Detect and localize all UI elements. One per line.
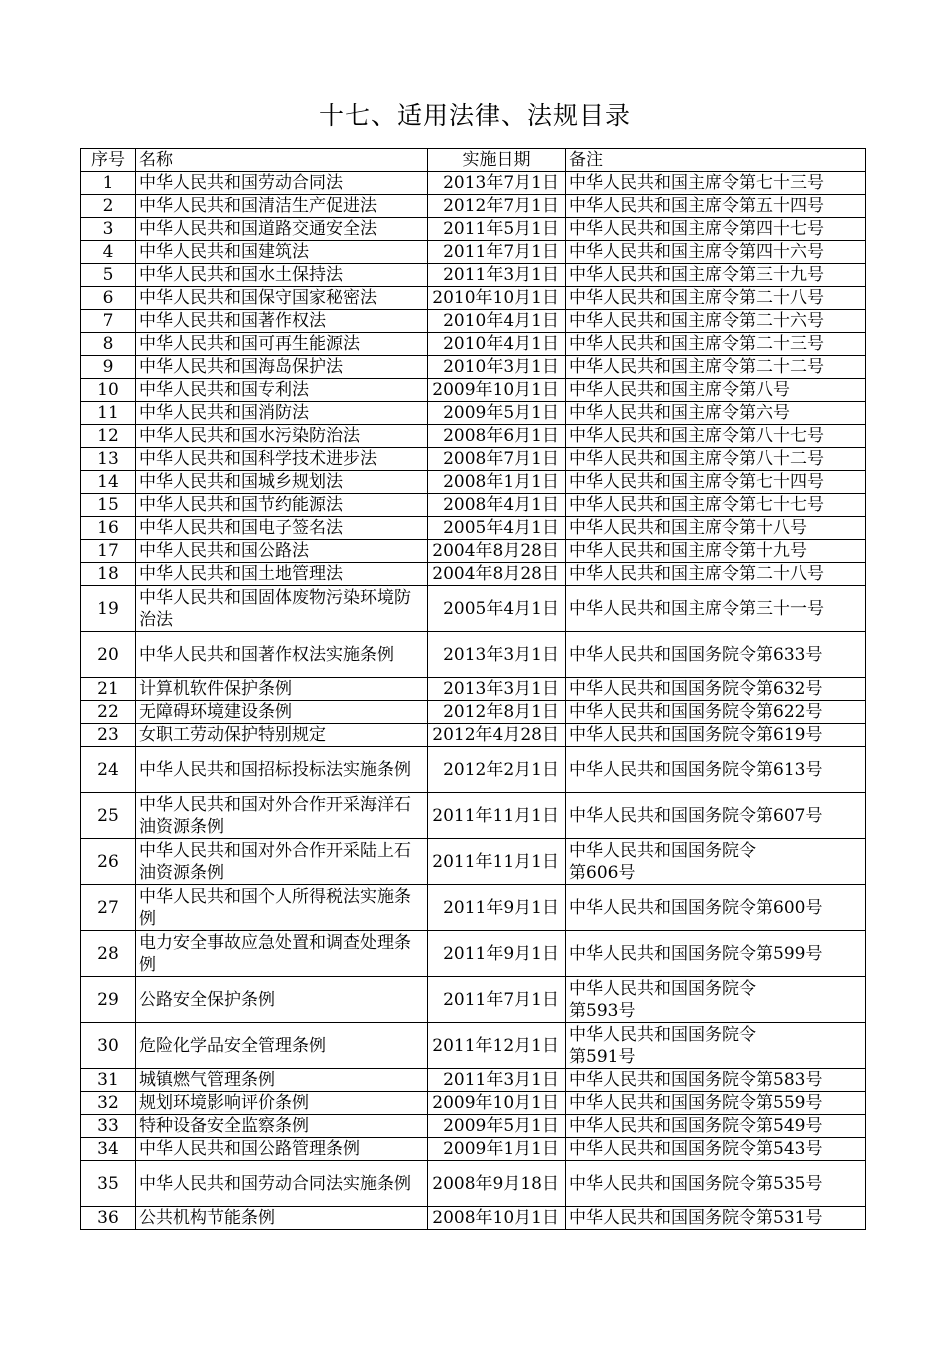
remark: 中华人民共和国主席令第四十六号 bbox=[566, 241, 866, 264]
effective-date: 2012年7月1日 bbox=[428, 195, 566, 218]
effective-date: 2011年3月1日 bbox=[428, 1069, 566, 1092]
header-name: 名称 bbox=[136, 149, 428, 172]
table-row bbox=[81, 517, 866, 540]
row-number: 16 bbox=[81, 517, 136, 540]
row-number: 2 bbox=[81, 195, 136, 218]
law-name: 中华人民共和国水土保持法 bbox=[136, 264, 428, 287]
table-row bbox=[81, 931, 866, 977]
effective-date: 2010年3月1日 bbox=[428, 356, 566, 379]
remark: 中华人民共和国国务院令第632号 bbox=[566, 678, 866, 701]
table-row bbox=[81, 1207, 866, 1230]
law-name: 中华人民共和国公路法 bbox=[136, 540, 428, 563]
remark: 中华人民共和国国务院令 第606号 bbox=[566, 839, 866, 885]
row-number: 9 bbox=[81, 356, 136, 379]
remark: 中华人民共和国主席令第二十八号 bbox=[566, 287, 866, 310]
remark: 中华人民共和国国务院令第599号 bbox=[566, 931, 866, 977]
row-number: 20 bbox=[81, 632, 136, 678]
law-name: 中华人民共和国个人所得税法实施条例 bbox=[136, 885, 428, 931]
row-number: 19 bbox=[81, 586, 136, 632]
row-number: 22 bbox=[81, 701, 136, 724]
remark: 中华人民共和国国务院令第543号 bbox=[566, 1138, 866, 1161]
table-body bbox=[81, 172, 866, 1230]
remark: 中华人民共和国国务院令第622号 bbox=[566, 701, 866, 724]
table-row bbox=[81, 333, 866, 356]
header-date: 实施日期 bbox=[428, 149, 566, 172]
law-name: 中华人民共和国消防法 bbox=[136, 402, 428, 425]
law-name: 公共机构节能条例 bbox=[136, 1207, 428, 1230]
law-name: 中华人民共和国劳动合同法 bbox=[136, 172, 428, 195]
effective-date: 2008年9月18日 bbox=[428, 1161, 566, 1207]
effective-date: 2011年12月1日 bbox=[428, 1023, 566, 1069]
remark: 中华人民共和国国务院令第531号 bbox=[566, 1207, 866, 1230]
effective-date: 2009年10月1日 bbox=[428, 1092, 566, 1115]
effective-date: 2011年11月1日 bbox=[428, 793, 566, 839]
row-number: 18 bbox=[81, 563, 136, 586]
law-name: 中华人民共和国对外合作开采海洋石油资源条例 bbox=[136, 793, 428, 839]
table-row bbox=[81, 1115, 866, 1138]
effective-date: 2012年2月1日 bbox=[428, 747, 566, 793]
effective-date: 2010年4月1日 bbox=[428, 310, 566, 333]
remark: 中华人民共和国主席令第八十七号 bbox=[566, 425, 866, 448]
row-number: 14 bbox=[81, 471, 136, 494]
effective-date: 2008年4月1日 bbox=[428, 494, 566, 517]
table-row bbox=[81, 402, 866, 425]
row-number: 15 bbox=[81, 494, 136, 517]
row-number: 1 bbox=[81, 172, 136, 195]
remark: 中华人民共和国主席令第十九号 bbox=[566, 540, 866, 563]
law-name: 中华人民共和国建筑法 bbox=[136, 241, 428, 264]
effective-date: 2008年6月1日 bbox=[428, 425, 566, 448]
remark: 中华人民共和国国务院令第600号 bbox=[566, 885, 866, 931]
law-name: 规划环境影响评价条例 bbox=[136, 1092, 428, 1115]
remark: 中华人民共和国主席令第十八号 bbox=[566, 517, 866, 540]
law-name: 中华人民共和国固体废物污染环境防治法 bbox=[136, 586, 428, 632]
table-row bbox=[81, 586, 866, 632]
effective-date: 2009年5月1日 bbox=[428, 402, 566, 425]
remark: 中华人民共和国国务院令第549号 bbox=[566, 1115, 866, 1138]
header-note: 备注 bbox=[566, 149, 866, 172]
table-row bbox=[81, 264, 866, 287]
effective-date: 2011年9月1日 bbox=[428, 931, 566, 977]
effective-date: 2009年5月1日 bbox=[428, 1115, 566, 1138]
law-name: 中华人民共和国科学技术进步法 bbox=[136, 448, 428, 471]
remark: 中华人民共和国主席令第三十一号 bbox=[566, 586, 866, 632]
table-row bbox=[81, 701, 866, 724]
law-name: 中华人民共和国招标投标法实施条例 bbox=[136, 747, 428, 793]
effective-date: 2008年1月1日 bbox=[428, 471, 566, 494]
row-number: 31 bbox=[81, 1069, 136, 1092]
remark: 中华人民共和国主席令第七十三号 bbox=[566, 172, 866, 195]
row-number: 28 bbox=[81, 931, 136, 977]
remark: 中华人民共和国主席令第七十四号 bbox=[566, 471, 866, 494]
remark: 中华人民共和国主席令第三十九号 bbox=[566, 264, 866, 287]
table-row bbox=[81, 885, 866, 931]
row-number: 5 bbox=[81, 264, 136, 287]
table-row bbox=[81, 310, 866, 333]
effective-date: 2012年8月1日 bbox=[428, 701, 566, 724]
effective-date: 2009年1月1日 bbox=[428, 1138, 566, 1161]
remark: 中华人民共和国国务院令 第593号 bbox=[566, 977, 866, 1023]
table-row bbox=[81, 356, 866, 379]
row-number: 35 bbox=[81, 1161, 136, 1207]
remark: 中华人民共和国主席令第二十八号 bbox=[566, 563, 866, 586]
row-number: 3 bbox=[81, 218, 136, 241]
law-name: 电力安全事故应急处置和调查处理条例 bbox=[136, 931, 428, 977]
law-name: 城镇燃气管理条例 bbox=[136, 1069, 428, 1092]
table-header-row bbox=[81, 149, 866, 172]
table-row bbox=[81, 839, 866, 885]
remark: 中华人民共和国国务院令第607号 bbox=[566, 793, 866, 839]
table-row bbox=[81, 1092, 866, 1115]
table-row bbox=[81, 195, 866, 218]
row-number: 32 bbox=[81, 1092, 136, 1115]
remark: 中华人民共和国主席令第四十七号 bbox=[566, 218, 866, 241]
effective-date: 2009年10月1日 bbox=[428, 379, 566, 402]
remark: 中华人民共和国国务院令第535号 bbox=[566, 1161, 866, 1207]
law-name: 中华人民共和国电子签名法 bbox=[136, 517, 428, 540]
effective-date: 2011年7月1日 bbox=[428, 977, 566, 1023]
row-number: 36 bbox=[81, 1207, 136, 1230]
table-row bbox=[81, 1161, 866, 1207]
table-row bbox=[81, 1138, 866, 1161]
table-row bbox=[81, 724, 866, 747]
table-row bbox=[81, 632, 866, 678]
table-row bbox=[81, 494, 866, 517]
table-row bbox=[81, 747, 866, 793]
row-number: 10 bbox=[81, 379, 136, 402]
effective-date: 2011年11月1日 bbox=[428, 839, 566, 885]
effective-date: 2011年9月1日 bbox=[428, 885, 566, 931]
remark: 中华人民共和国国务院令第633号 bbox=[566, 632, 866, 678]
remark: 中华人民共和国国务院令 第591号 bbox=[566, 1023, 866, 1069]
row-number: 6 bbox=[81, 287, 136, 310]
law-name: 中华人民共和国专利法 bbox=[136, 379, 428, 402]
law-name: 中华人民共和国水污染防治法 bbox=[136, 425, 428, 448]
remark: 中华人民共和国国务院令第559号 bbox=[566, 1092, 866, 1115]
law-name: 中华人民共和国城乡规划法 bbox=[136, 471, 428, 494]
law-name: 中华人民共和国劳动合同法实施条例 bbox=[136, 1161, 428, 1207]
remark: 中华人民共和国主席令第七十七号 bbox=[566, 494, 866, 517]
effective-date: 2008年10月1日 bbox=[428, 1207, 566, 1230]
page-title: 十七、适用法律、法规目录 bbox=[318, 101, 631, 130]
row-number: 33 bbox=[81, 1115, 136, 1138]
row-number: 17 bbox=[81, 540, 136, 563]
law-name: 无障碍环境建设条例 bbox=[136, 701, 428, 724]
remark: 中华人民共和国主席令第五十四号 bbox=[566, 195, 866, 218]
effective-date: 2004年8月28日 bbox=[428, 563, 566, 586]
remark: 中华人民共和国主席令第八十二号 bbox=[566, 448, 866, 471]
law-name: 中华人民共和国对外合作开采陆上石油资源条例 bbox=[136, 839, 428, 885]
law-name: 特种设备安全监察条例 bbox=[136, 1115, 428, 1138]
law-name: 中华人民共和国可再生能源法 bbox=[136, 333, 428, 356]
law-name: 中华人民共和国著作权法实施条例 bbox=[136, 632, 428, 678]
table-row bbox=[81, 977, 866, 1023]
law-name: 中华人民共和国节约能源法 bbox=[136, 494, 428, 517]
effective-date: 2012年4月28日 bbox=[428, 724, 566, 747]
row-number: 23 bbox=[81, 724, 136, 747]
remark: 中华人民共和国主席令第二十二号 bbox=[566, 356, 866, 379]
remark: 中华人民共和国主席令第六号 bbox=[566, 402, 866, 425]
effective-date: 2013年3月1日 bbox=[428, 678, 566, 701]
row-number: 21 bbox=[81, 678, 136, 701]
law-name: 危险化学品安全管理条例 bbox=[136, 1023, 428, 1069]
row-number: 24 bbox=[81, 747, 136, 793]
row-number: 7 bbox=[81, 310, 136, 333]
row-number: 30 bbox=[81, 1023, 136, 1069]
effective-date: 2011年5月1日 bbox=[428, 218, 566, 241]
row-number: 4 bbox=[81, 241, 136, 264]
table-row bbox=[81, 448, 866, 471]
effective-date: 2013年3月1日 bbox=[428, 632, 566, 678]
table-row bbox=[81, 287, 866, 310]
table-row bbox=[81, 1023, 866, 1069]
effective-date: 2010年10月1日 bbox=[428, 287, 566, 310]
effective-date: 2013年7月1日 bbox=[428, 172, 566, 195]
row-number: 29 bbox=[81, 977, 136, 1023]
row-number: 11 bbox=[81, 402, 136, 425]
law-name: 女职工劳动保护特别规定 bbox=[136, 724, 428, 747]
effective-date: 2008年7月1日 bbox=[428, 448, 566, 471]
law-name: 中华人民共和国著作权法 bbox=[136, 310, 428, 333]
table-row bbox=[81, 678, 866, 701]
table-row bbox=[81, 471, 866, 494]
table-row bbox=[81, 563, 866, 586]
row-number: 8 bbox=[81, 333, 136, 356]
law-name: 中华人民共和国公路管理条例 bbox=[136, 1138, 428, 1161]
table-row bbox=[81, 1069, 866, 1092]
row-number: 26 bbox=[81, 839, 136, 885]
table-row bbox=[81, 540, 866, 563]
row-number: 34 bbox=[81, 1138, 136, 1161]
effective-date: 2005年4月1日 bbox=[428, 586, 566, 632]
laws-table bbox=[80, 148, 866, 1230]
remark: 中华人民共和国主席令第二十三号 bbox=[566, 333, 866, 356]
row-number: 25 bbox=[81, 793, 136, 839]
law-name: 中华人民共和国土地管理法 bbox=[136, 563, 428, 586]
effective-date: 2010年4月1日 bbox=[428, 333, 566, 356]
row-number: 27 bbox=[81, 885, 136, 931]
table-row bbox=[81, 172, 866, 195]
header-no: 序号 bbox=[81, 149, 136, 172]
remark: 中华人民共和国主席令第二十六号 bbox=[566, 310, 866, 333]
remark: 中华人民共和国国务院令第583号 bbox=[566, 1069, 866, 1092]
table-row bbox=[81, 241, 866, 264]
table-row bbox=[81, 379, 866, 402]
law-name: 计算机软件保护条例 bbox=[136, 678, 428, 701]
row-number: 12 bbox=[81, 425, 136, 448]
effective-date: 2011年3月1日 bbox=[428, 264, 566, 287]
remark: 中华人民共和国主席令第八号 bbox=[566, 379, 866, 402]
remark: 中华人民共和国国务院令第613号 bbox=[566, 747, 866, 793]
law-name: 中华人民共和国道路交通安全法 bbox=[136, 218, 428, 241]
law-name: 中华人民共和国清洁生产促进法 bbox=[136, 195, 428, 218]
effective-date: 2011年7月1日 bbox=[428, 241, 566, 264]
law-name: 中华人民共和国保守国家秘密法 bbox=[136, 287, 428, 310]
effective-date: 2005年4月1日 bbox=[428, 517, 566, 540]
law-name: 中华人民共和国海岛保护法 bbox=[136, 356, 428, 379]
remark: 中华人民共和国国务院令第619号 bbox=[566, 724, 866, 747]
law-name: 公路安全保护条例 bbox=[136, 977, 428, 1023]
row-number: 13 bbox=[81, 448, 136, 471]
effective-date: 2004年8月28日 bbox=[428, 540, 566, 563]
table-row bbox=[81, 425, 866, 448]
table-row bbox=[81, 793, 866, 839]
table-row bbox=[81, 218, 866, 241]
